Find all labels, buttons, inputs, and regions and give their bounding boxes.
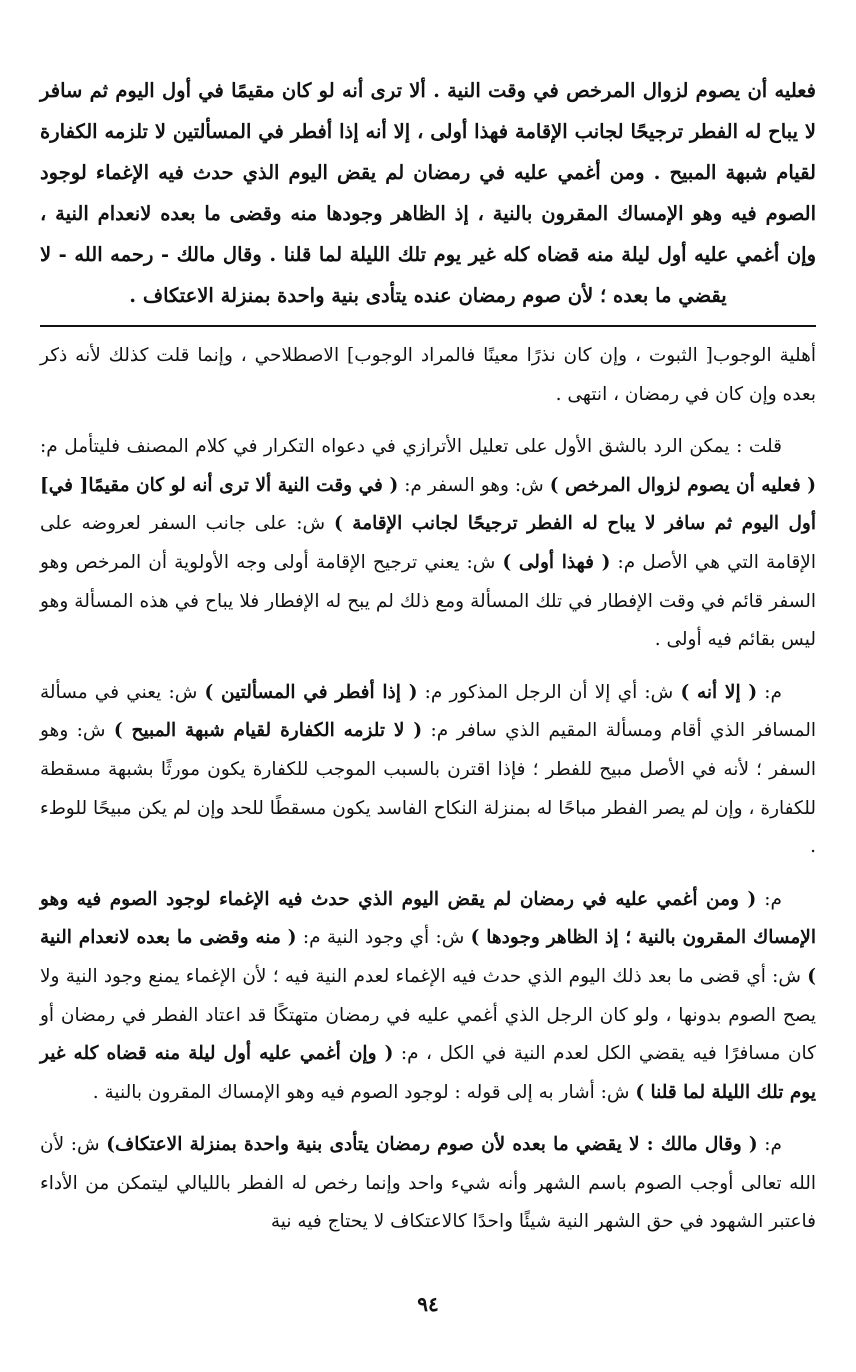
matn-quote: ( فهذا أولى ) (502, 551, 611, 573)
matn-quote: ( إذا أفطر في المسألتين ) (204, 681, 418, 703)
commentary-paragraph-1 (40, 337, 816, 414)
commentary-text: ش: يعني في مسألة المسافر الذي أقام ومسألة المقيم الذي سافر م: (40, 681, 817, 742)
commentary-text: ش: على جانب السفر لعروضه على الإقامة التي هي الأصل م: (40, 513, 817, 573)
matn-quote: ( فعليه أن يصوم لزوال المرخص ) (549, 474, 816, 496)
commentary-text: أهلية الوجوب[ الثبوت ، وإن كان نذرًا معينًا فالمراد الوجوب] الاصطلاحي ، وإنما قلت كذلك لأنه ذكر بعده وإن كان في رمضان ، انتهى . (40, 345, 816, 405)
commentary-text: ش: أي وجود النية م: (296, 927, 471, 949)
matn-quote: ( وقال مالك : لا يقضي ما بعده لأن صوم رمضان يتأدى بنية واحدة بمنزلة الاعتكاف) (106, 1134, 758, 1156)
commentary-text: ش: وهو السفر م: (398, 474, 550, 496)
matn-quote: ( منه وقضى ما بعده لانعدام النية ) (40, 927, 816, 987)
commentary-text: ش: أشار به إلى قوله : لوجود الصوم فيه وهو الإمساك المقرون بالنية . (92, 1081, 636, 1103)
matn-quote: ( في وقت النية ألا ترى أنه لو كان مقيمًا[ في] أول اليوم ثم سافر لا يباح له الفطر ترجيحًا لجانب الإقامة ) (40, 474, 816, 535)
book-page (40, 70, 816, 1360)
page-number: ٩٤ (417, 1292, 439, 1316)
commentary-text: م: (757, 1134, 782, 1156)
commentary-text: قلت : يمكن الرد بالشق الأول على تعليل الأترازي في دعواه التكرار في كلام المصنف فليتأمل م: (40, 436, 782, 458)
matn-text: فعليه أن يصوم لزوال المرخص في وقت النية . ألا ترى أنه لو كان مقيمًا في أول اليوم ثم سافر لا يباح له الفطر ترجيحًا لجانب الإقامة فهذا أولى ، إلا أنه إذا أفطر في المسألتين لا تلزمه الكفارة لقيام شبهة المبيح . ومن أغمي عليه في رمضان لم يقض اليوم الذي حدث فيه الإغماء لوجود الصوم فيه وهو الإمساك المقرون بالنية ، إذ الظاهر وجودها منه وقضى ما بعده لانعدام النية ، وإن أغمي عليه أول ليلة منه قضاه كله غير يوم تلك الليلة لما قلنا . وقال مالك - رحمه الله - لا يقضي ما بعده ؛ لأن صوم رمضان عنده يتأدى بنية واحدة بمنزلة الاعتكاف . (40, 79, 816, 307)
commentary-text: م: (756, 888, 782, 910)
matn-quote: ( وإن أغمي عليه أول ليلة منه قضاه كله غير يوم تلك الليلة لما قلنا ) (40, 1043, 816, 1103)
commentary-text: ش: أي قضى ما بعد ذلك اليوم الذي حدث فيه الإغماء لعدم النية فيه ؛ لأن الإغماء يمنع وجود النية ولا يصح الصوم بدونها ، ولو كان الرجل الذي أغمي عليه في رمضان متهتكًا قد اعتاد الفطر في رمضان أو كان مسافرًا فيه يقضي الكل لعدم النية في الكل ، م: (40, 965, 816, 1065)
commentary-paragraph-3 (40, 674, 816, 867)
commentary-text: م: (757, 681, 782, 703)
matn-quote: ( لا تلزمه الكفارة لقيام شبهة المبيح ) (113, 720, 423, 742)
commentary-paragraph-2 (40, 428, 816, 660)
commentary-text: ش: وهو السفر ؛ لأنه في الأصل مبيح للفطر ؛ فإذا اقترن بالسبب الموجب للكفارة يكون مورثًا بشبهة مسقطة للكفارة ، وإن لم يصر الفطر مباحًا له بمنزلة النكاح الفاسد يكون مسقطًا للحد وإن لم يكن مبيحًا للوطء . (40, 720, 816, 858)
commentary-text: ش: أي إلا أن الرجل المذكور م: (417, 681, 681, 703)
commentary-paragraph-5 (40, 1126, 816, 1242)
commentary-text: ش: لأن الله تعالى أوجب الصوم باسم الشهر وأنه شيء واحد وإنما رخص له الفطر بالليالي ليتمكن من الأداء فاعتبر الشهود في حق الشهر النية شيئًا واحدًا كالاعتكاف لا يحتاج فيه نية (40, 1134, 816, 1233)
commentary-paragraph-4 (40, 881, 816, 1113)
commentary-text: ش: يعني ترجيح الإقامة أولى وجه الأولوية أن المرخص وهو السفر قائم في وقت الإفطار في تلك المسألة ومع ذلك لم يبح له الإفطار فلا يباح في هذه المسألة وهو ليس بقائم فيه أولى . (40, 551, 816, 651)
separator-line (40, 325, 816, 327)
matn-quote: ( ومن أغمي عليه في رمضان لم يقض اليوم الذي حدث فيه الإغماء لوجود الصوم فيه وهو الإمساك المقرون بالنية ؛ إذ الظاهر وجودها ) (40, 888, 816, 949)
matn-quote: ( إلا أنه ) (680, 681, 758, 703)
